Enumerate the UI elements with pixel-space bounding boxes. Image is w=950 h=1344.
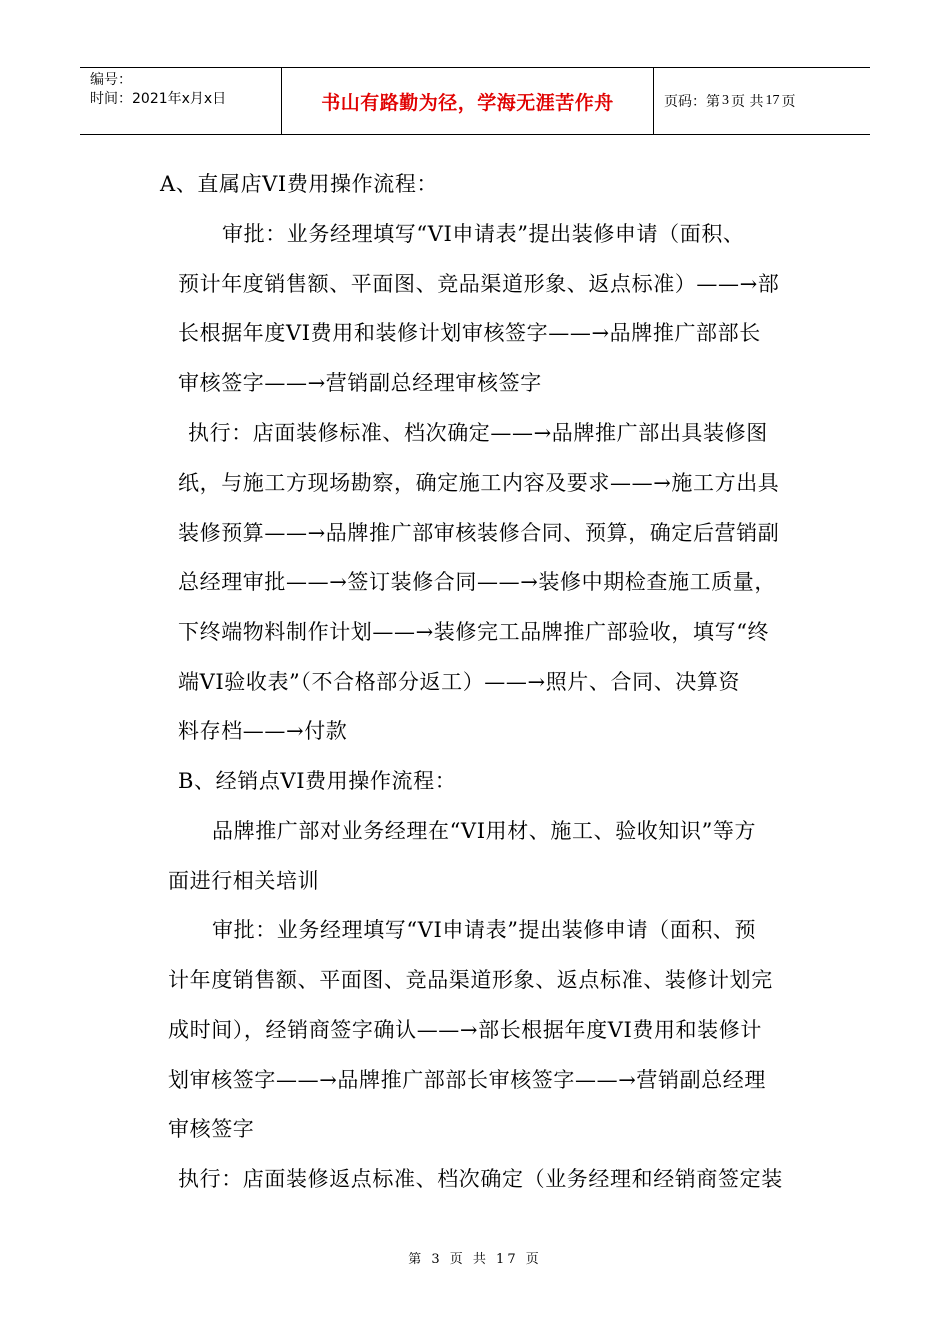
time-label: 时间：2021年x月x日 [90,91,227,107]
body-line: 划审核签字——→品牌推广部部长审核签字——→营销副总经理 [168,1068,766,1092]
body-line: 面进行相关培训 [168,869,320,893]
body-line: 审核签字——→营销副总经理审核签字 [178,371,542,395]
section-b-heading: B、经销点VI费用操作流程： [178,769,457,793]
body-line: 长根据年度VI费用和装修计划审核签字——→品牌推广部部长 [178,321,761,345]
body-line: 下终端物料制作计划——→装修完工品牌推广部验收，填写“终 [178,620,770,644]
body-line: 审批：业务经理填写“VI申请表”提出装修申请（面积、预 [212,918,757,942]
body-line: 执行：店面装修标准、档次确定——→品牌推广部出具装修图 [188,421,768,445]
page-total: 17 [765,93,780,108]
header-motto-cell [282,68,654,134]
page-suffix: 页 [781,94,796,110]
body-line: 装修预算——→品牌推广部审核装修合同、预算，确定后营销副 [178,521,780,545]
number-label: 编号： [90,72,132,88]
page-current: 3 [722,93,729,108]
body-line: 预计年度销售额、平面图、竞品渠道形象、返点标准）——→部 [178,272,780,296]
page-footer: 第 3 页 共 17 页 [408,1252,542,1267]
body-line: 审批：业务经理填写“VI申请表”提出装修申请（面积、 [222,222,745,246]
body-line: 成时间），经销商签字确认——→部长根据年度VI费用和装修计 [168,1018,762,1042]
page-prefix: 页码：第 [664,94,720,110]
body-line: 总经理审批——→签订装修合同——→装修中期检查施工质量， [178,570,776,594]
body-line: 执行：店面装修返点标准、档次确定（业务经理和经销商签定装 [178,1167,783,1191]
motto: 书山有路勤为径，学海无涯苦作舟 [321,91,614,114]
body-line: 品牌推广部对业务经理在“VI用材、施工、验收知识”等方 [212,819,757,843]
body-line: 纸，与施工方现场勘察，确定施工内容及要求——→施工方出具 [178,471,780,495]
page-header [80,67,870,135]
body-line: 审核签字 [168,1117,255,1141]
page-mid: 页 共 [731,94,764,110]
body-line: 计年度销售额、平面图、竞品渠道形象、返点标准、装修计划完 [168,968,773,992]
header-meta [80,68,282,134]
body-line: 端VI验收表”（不合格部分返工）——→照片、合同、决算资 [178,670,741,694]
body-line: 料存档——→付款 [178,719,348,743]
page-indicator [654,68,870,134]
section-a-heading: A、直属店VI费用操作流程： [160,172,439,196]
